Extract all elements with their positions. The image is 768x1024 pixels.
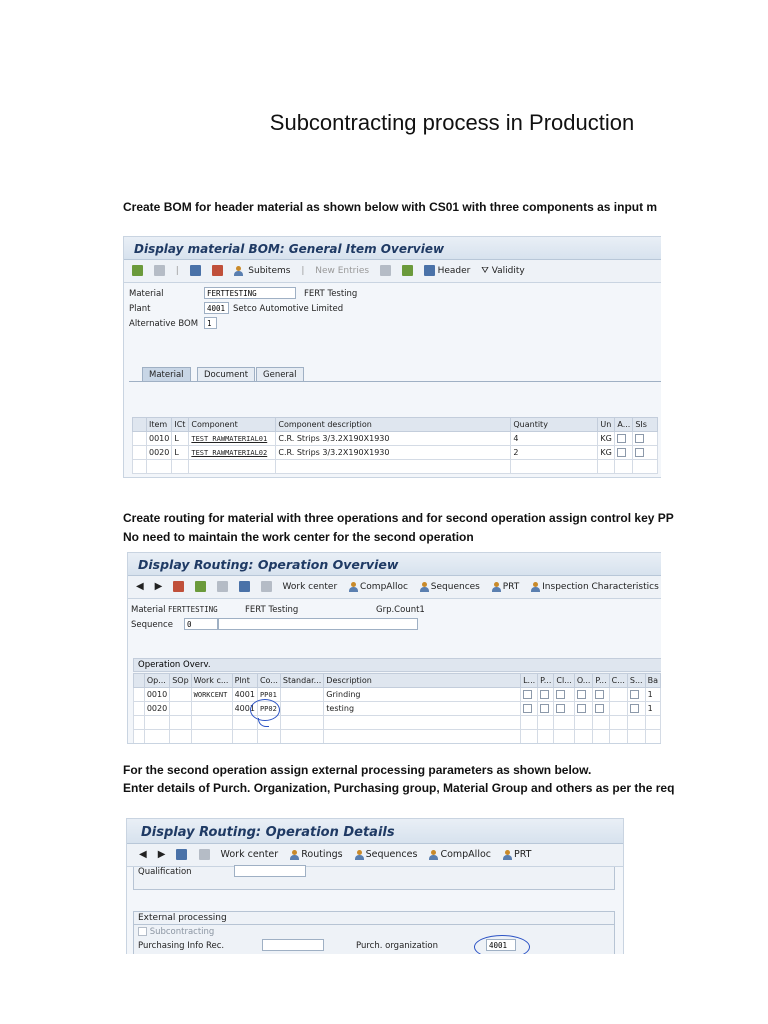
work-center-button[interactable]: Work center bbox=[282, 582, 338, 592]
comp-alloc-label: CompAlloc bbox=[440, 849, 491, 860]
column-header[interactable]: Plnt bbox=[232, 674, 257, 688]
overview-icon[interactable] bbox=[132, 260, 143, 282]
checkbox[interactable] bbox=[630, 690, 639, 699]
component-cell[interactable]: TEST RAWMATERIAL01 bbox=[189, 432, 276, 446]
validity-label: Validity bbox=[491, 266, 525, 276]
sequences-icon bbox=[419, 582, 431, 592]
table-row[interactable] bbox=[134, 716, 661, 730]
comp-alloc-icon bbox=[348, 582, 360, 592]
suboperation-cell bbox=[170, 702, 191, 716]
header-button[interactable] bbox=[424, 260, 471, 282]
table-row[interactable] bbox=[134, 688, 661, 702]
item-cell: 0020 bbox=[147, 446, 172, 460]
material-description: FERT Testing bbox=[304, 289, 358, 299]
table-row[interactable] bbox=[133, 460, 658, 474]
external-processing-group bbox=[133, 911, 615, 955]
description-cell: C.R. Strips 3/3.2X190X1930 bbox=[276, 446, 511, 460]
new-entries-button[interactable]: New Entries bbox=[315, 266, 370, 276]
operation-cell: 0010 bbox=[144, 688, 169, 702]
column-header[interactable]: Un bbox=[598, 418, 615, 432]
column-header[interactable]: Description bbox=[324, 674, 521, 688]
prt-button[interactable] bbox=[502, 844, 531, 866]
checkbox[interactable] bbox=[617, 448, 626, 457]
routing-screen bbox=[127, 552, 661, 744]
checkbox[interactable] bbox=[630, 704, 639, 713]
routing-text-1: Create routing for material with three operations and for second operation assign control key PP bbox=[123, 511, 674, 525]
material-field[interactable]: FERTTESTING bbox=[204, 287, 296, 299]
table-row[interactable] bbox=[133, 446, 658, 460]
base-quantity-cell: 1 bbox=[645, 702, 660, 716]
column-header[interactable]: Component bbox=[189, 418, 276, 432]
operation-overview-header: Operation Overv. bbox=[133, 658, 661, 672]
external-text-1: For the second operation assign external processing parameters as shown below. bbox=[123, 763, 592, 777]
sequence-field[interactable]: 0 bbox=[184, 618, 218, 630]
table-row[interactable] bbox=[134, 730, 661, 744]
table-header-row bbox=[133, 418, 658, 432]
comp-alloc-button[interactable] bbox=[428, 844, 491, 866]
item-cell: 0010 bbox=[147, 432, 172, 446]
tree-icon[interactable] bbox=[239, 576, 250, 598]
group-counter: Grp.Count1 bbox=[376, 605, 425, 615]
external-text-2: Enter details of Purch. Organization, Purchasing group, Material Group and others as per the req bbox=[123, 781, 675, 795]
bom-screen-title: Display material BOM: General Item Overview bbox=[134, 242, 445, 256]
column-header[interactable]: S... bbox=[627, 674, 645, 688]
operations-table bbox=[133, 673, 661, 744]
purch-org-label: Purch. organization bbox=[356, 941, 438, 951]
change-icon[interactable] bbox=[402, 260, 413, 282]
info-record-label: Purchasing Info Rec. bbox=[138, 941, 225, 951]
unit-cell: KG bbox=[598, 446, 615, 460]
description-cell: testing bbox=[324, 702, 521, 716]
tab-strip bbox=[134, 367, 661, 381]
routings-label: Routings bbox=[301, 849, 343, 860]
sequences-button[interactable] bbox=[419, 576, 480, 598]
column-header[interactable]: Standar... bbox=[280, 674, 323, 688]
checkbox[interactable] bbox=[577, 704, 586, 713]
unit-cell: KG bbox=[598, 432, 615, 446]
table-header-row bbox=[134, 674, 661, 688]
column-header[interactable]: Item bbox=[147, 418, 172, 432]
sequences-button[interactable] bbox=[354, 844, 418, 866]
column-header[interactable]: A... bbox=[615, 418, 633, 432]
details-screen-title: Display Routing: Operation Details bbox=[141, 825, 395, 840]
column-header[interactable]: O... bbox=[574, 674, 593, 688]
where-used-icon[interactable] bbox=[212, 260, 223, 282]
column-header[interactable]: P... bbox=[593, 674, 609, 688]
column-header[interactable]: L... bbox=[521, 674, 538, 688]
alt-bom-label: Alternative BOM bbox=[129, 319, 199, 329]
routing-text-2: No need to maintain the work center for the second operation bbox=[123, 530, 474, 544]
material-label: Material bbox=[131, 605, 166, 615]
checkbox[interactable] bbox=[577, 690, 586, 699]
qualification-field[interactable] bbox=[234, 865, 306, 877]
operation-cell: 0020 bbox=[144, 702, 169, 716]
sequence-description-field[interactable] bbox=[218, 618, 418, 630]
table-row[interactable] bbox=[133, 432, 658, 446]
checkbox[interactable] bbox=[595, 704, 604, 713]
subitems-icon bbox=[233, 266, 245, 276]
external-processing-header: External processing bbox=[134, 912, 614, 925]
subitems-button[interactable] bbox=[233, 260, 290, 282]
tab-document[interactable]: Document bbox=[197, 367, 255, 382]
column-header[interactable]: Co... bbox=[257, 674, 280, 688]
material-description: FERT Testing bbox=[245, 605, 299, 615]
column-header[interactable]: Component description bbox=[276, 418, 511, 432]
control-key-cell[interactable]: PP01 bbox=[257, 688, 280, 702]
sequence-label: Sequence bbox=[131, 620, 173, 630]
description-cell: Grinding bbox=[324, 688, 521, 702]
sequences-icon bbox=[354, 850, 366, 860]
checkbox[interactable] bbox=[556, 704, 565, 713]
copy-icon[interactable] bbox=[380, 260, 391, 282]
checkbox[interactable] bbox=[523, 690, 532, 699]
prt-label: PRT bbox=[502, 582, 520, 592]
detail-icon[interactable] bbox=[217, 576, 228, 598]
sequences-label: Sequences bbox=[430, 582, 480, 592]
edit-icon[interactable] bbox=[199, 844, 210, 866]
control-key-cell[interactable]: PP02 bbox=[257, 702, 280, 716]
checkbox[interactable] bbox=[523, 704, 532, 713]
tree-icon[interactable] bbox=[176, 844, 187, 866]
previous-icon[interactable]: ◀ bbox=[136, 581, 144, 592]
prt-button[interactable] bbox=[491, 576, 520, 598]
inspection-button[interactable] bbox=[530, 576, 659, 598]
subitems-label: Subitems bbox=[248, 266, 291, 276]
checkbox[interactable] bbox=[556, 690, 565, 699]
checkbox[interactable] bbox=[540, 690, 549, 699]
column-header[interactable]: Cl... bbox=[554, 674, 574, 688]
routing-screen-title: Display Routing: Operation Overview bbox=[138, 557, 399, 572]
qualification-group bbox=[133, 867, 615, 890]
checkmark-icon bbox=[138, 927, 147, 936]
tab-material[interactable]: Material bbox=[142, 367, 191, 382]
sequences-label: Sequences bbox=[365, 849, 418, 860]
material-value: FERTTESTING bbox=[168, 605, 218, 614]
quantity-cell: 2 bbox=[511, 446, 598, 460]
column-header[interactable]: P... bbox=[538, 674, 554, 688]
next-icon[interactable]: ▶ bbox=[154, 581, 163, 592]
description-cell: C.R. Strips 3/3.2X190X1930 bbox=[276, 432, 511, 446]
checkbox[interactable] bbox=[635, 448, 644, 457]
checkbox[interactable] bbox=[617, 434, 626, 443]
filter-icon: ⛛ bbox=[481, 266, 489, 276]
column-header[interactable]: Quantity bbox=[511, 418, 598, 432]
previous-icon[interactable]: ◀ bbox=[139, 849, 147, 860]
where-used-icon[interactable] bbox=[173, 576, 184, 598]
bom-items-table bbox=[132, 417, 658, 474]
print-icon[interactable] bbox=[190, 260, 201, 282]
inspection-label: Inspection Characteristics bbox=[542, 582, 659, 592]
prt-icon bbox=[502, 850, 514, 860]
column-header[interactable]: Op... bbox=[144, 674, 169, 688]
quantity-cell: 4 bbox=[511, 432, 598, 446]
comp-alloc-button[interactable] bbox=[348, 576, 408, 598]
column-header[interactable]: Work c... bbox=[191, 674, 232, 688]
ict-cell: L bbox=[172, 432, 189, 446]
intro-text: Create BOM for header material as shown below with CS01 with three components as input m bbox=[123, 200, 658, 214]
work-center-cell[interactable] bbox=[191, 702, 232, 716]
routings-icon bbox=[289, 850, 301, 860]
plant-cell: 4001 bbox=[232, 688, 257, 702]
work-center-button[interactable]: Work center bbox=[220, 849, 279, 860]
detail-icon[interactable] bbox=[154, 260, 165, 282]
comp-alloc-icon bbox=[428, 850, 440, 860]
info-record-field[interactable] bbox=[262, 939, 324, 951]
edit-icon[interactable] bbox=[261, 576, 272, 598]
plant-label: Plant bbox=[129, 304, 151, 314]
details-screen bbox=[126, 818, 624, 955]
header-icon bbox=[424, 265, 435, 276]
work-center-cell[interactable]: WORKCENT bbox=[191, 688, 232, 702]
ict-cell: L bbox=[172, 446, 189, 460]
comp-alloc-label: CompAlloc bbox=[360, 582, 408, 592]
purch-org-field[interactable]: 4001 bbox=[486, 939, 516, 951]
column-header[interactable]: Ba bbox=[645, 674, 660, 688]
plant-field[interactable]: 4001 bbox=[204, 302, 229, 314]
routings-button[interactable] bbox=[289, 844, 342, 866]
qualification-label: Qualification bbox=[138, 867, 192, 877]
inspection-icon bbox=[530, 582, 542, 592]
overview-icon[interactable] bbox=[195, 576, 206, 598]
subcontracting-label: Subcontracting bbox=[149, 927, 215, 937]
validity-button[interactable] bbox=[481, 260, 524, 282]
checkbox[interactable] bbox=[540, 704, 549, 713]
component-cell[interactable]: TEST RAWMATERIAL02 bbox=[189, 446, 276, 460]
column-header[interactable]: C... bbox=[609, 674, 627, 688]
prt-label: PRT bbox=[514, 849, 532, 860]
alt-bom-field[interactable]: 1 bbox=[204, 317, 217, 329]
suboperation-cell bbox=[170, 688, 191, 702]
prt-icon bbox=[491, 582, 503, 592]
column-header[interactable]: ICt bbox=[172, 418, 189, 432]
next-icon[interactable]: ▶ bbox=[157, 849, 166, 860]
column-header[interactable]: SOp bbox=[170, 674, 191, 688]
tab-general[interactable]: General bbox=[256, 367, 304, 382]
bom-screen: Display material BOM: General Item Overview | Subitems | New Entries Header ⛛ Validity Material FERTTESTING FERT Testing Plant 4001 Setco Automotive Limited Alternative BOM 1 Material Document General Item ICt Component Component description Quantity Un A... SIs 0010 L TEST RAWMATERIAL01 C.R. Strips 3/3.2X190X1930 4 KG 0020 L TEST RAWMATERIAL02 C.R. Strips 3/3.2X190X1930 2 KG bbox=[123, 236, 661, 478]
checkbox[interactable] bbox=[635, 434, 644, 443]
base-quantity-cell: 1 bbox=[645, 688, 660, 702]
table-row[interactable] bbox=[134, 702, 661, 716]
material-label: Material bbox=[129, 289, 164, 299]
plant-description: Setco Automotive Limited bbox=[233, 304, 344, 314]
header-label: Header bbox=[437, 266, 471, 276]
checkbox[interactable] bbox=[595, 690, 604, 699]
subcontracting-checkbox[interactable] bbox=[138, 927, 214, 937]
plant-cell: 4001 bbox=[232, 702, 257, 716]
page-title: Subcontracting process in Production bbox=[269, 110, 635, 135]
column-header[interactable]: SIs bbox=[633, 418, 658, 432]
